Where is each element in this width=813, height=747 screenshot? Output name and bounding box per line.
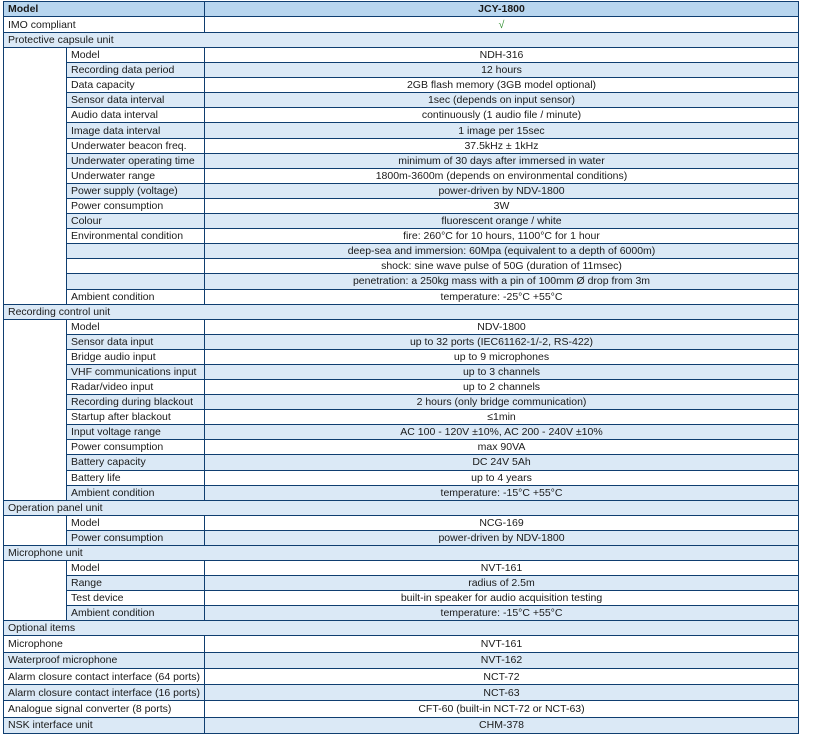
spec-value: NDH-316 [205,48,799,63]
spec-table-body [4,2,799,734]
spec-value: penetration: a 250kg mass with a pin of 100mm Ø drop from 3m [205,274,799,289]
spec-label: Ambient condition [67,485,205,500]
optional-item-label: Microphone [4,636,205,652]
spec-row [4,591,799,606]
indent-cell [4,63,67,78]
optional-item-row [4,668,799,684]
spec-value: 1sec (depends on input sensor) [205,93,799,108]
spec-value: radius of 2.5m [205,576,799,591]
optional-item-value: NVT-161 [205,636,799,652]
spec-value: 12 hours [205,63,799,78]
imo-row [4,17,799,33]
indent-cell [4,198,67,213]
spec-value: 1800m-3600m (depends on environmental conditions) [205,168,799,183]
indent-cell [4,560,67,575]
spec-label: Power supply (voltage) [67,183,205,198]
indent-cell [4,259,67,274]
spec-row [4,440,799,455]
spec-row [4,560,799,575]
spec-row [4,48,799,63]
spec-row [4,530,799,545]
spec-value: up to 9 microphones [205,349,799,364]
spec-row [4,289,799,304]
spec-row [4,244,799,259]
optional-item-label: Alarm closure contact interface (16 ports) [4,685,205,701]
optional-item-row [4,701,799,717]
section-title: Protective capsule unit [4,33,799,48]
spec-row [4,455,799,470]
checkmark-icon: √ [498,18,505,31]
spec-label: Bridge audio input [67,349,205,364]
indent-cell [4,123,67,138]
section-title: Recording control unit [4,304,799,319]
optional-item-value: CFT-60 (built-in NCT-72 or NCT-63) [205,701,799,717]
spec-label: Sensor data input [67,334,205,349]
spec-row [4,364,799,379]
spec-label: Power consumption [67,440,205,455]
indent-cell [4,168,67,183]
indent-cell [4,485,67,500]
spec-value: NDV-1800 [205,319,799,334]
spec-row [4,214,799,229]
spec-row [4,319,799,334]
spec-label: Input voltage range [67,425,205,440]
indent-cell [4,319,67,334]
indent-cell [4,455,67,470]
indent-cell [4,289,67,304]
spec-value: temperature: -25°C +55°C [205,289,799,304]
spec-label: Underwater operating time [67,153,205,168]
spec-label [67,259,205,274]
spec-row [4,168,799,183]
spec-label: Underwater range [67,168,205,183]
indent-cell [4,349,67,364]
spec-row [4,108,799,123]
header-label: Model [4,2,205,17]
spec-row [4,78,799,93]
indent-cell [4,244,67,259]
spec-row [4,410,799,425]
spec-row [4,395,799,410]
indent-cell [4,410,67,425]
section-header [4,304,799,319]
spec-row [4,153,799,168]
indent-cell [4,214,67,229]
indent-cell [4,334,67,349]
spec-label: Recording during blackout [67,395,205,410]
indent-cell [4,274,67,289]
section-header [4,545,799,560]
header-model-value: JCY-1800 [205,2,799,17]
indent-cell [4,576,67,591]
spec-label: Model [67,560,205,575]
indent-cell [4,530,67,545]
spec-label: Sensor data interval [67,93,205,108]
indent-cell [4,440,67,455]
spec-value: up to 3 channels [205,364,799,379]
spec-label: Range [67,576,205,591]
spec-row [4,198,799,213]
spec-value: NCG-169 [205,515,799,530]
optional-item-value: NCT-63 [205,685,799,701]
spec-value: max 90VA [205,440,799,455]
spec-value: built-in speaker for audio acquisition testing [205,591,799,606]
spec-row [4,138,799,153]
spec-label: VHF communications input [67,364,205,379]
section-title: Optional items [4,621,799,636]
spec-label [67,274,205,289]
spec-value: 3W [205,198,799,213]
spec-value: up to 32 ports (IEC61162-1/-2, RS-422) [205,334,799,349]
optional-item-row [4,717,799,733]
optional-item-label: Alarm closure contact interface (64 ports) [4,668,205,684]
spec-row [4,470,799,485]
spec-row [4,485,799,500]
spec-row [4,515,799,530]
imo-label: IMO compliant [4,17,205,33]
spec-label: Startup after blackout [67,410,205,425]
spec-value: up to 4 years [205,470,799,485]
spec-value: fire: 260°C for 10 hours, 1100°C for 1 hour [205,229,799,244]
spec-label: Environmental condition [67,229,205,244]
optional-item-value: NVT-162 [205,652,799,668]
spec-label: Battery capacity [67,455,205,470]
spec-label: Power consumption [67,198,205,213]
spec-value: shock: sine wave pulse of 50G (duration of 11msec) [205,259,799,274]
section-header [4,621,799,636]
spec-label [67,244,205,259]
spec-value: deep-sea and immersion: 60Mpa (equivalent to a depth of 6000m) [205,244,799,259]
indent-cell [4,48,67,63]
indent-cell [4,591,67,606]
spec-row [4,259,799,274]
spec-value: AC 100 - 120V ±10%, AC 200 - 240V ±10% [205,425,799,440]
spec-table [3,1,799,734]
section-header [4,33,799,48]
section-title: Operation panel unit [4,500,799,515]
indent-cell [4,108,67,123]
spec-label: Underwater beacon freq. [67,138,205,153]
indent-cell [4,379,67,394]
spec-label: Model [67,48,205,63]
spec-row [4,123,799,138]
spec-label: Recording data period [67,63,205,78]
spec-value: ≤1min [205,410,799,425]
spec-value: temperature: -15°C +55°C [205,485,799,500]
spec-value: 2GB flash memory (3GB model optional) [205,78,799,93]
indent-cell [4,183,67,198]
spec-value: 37.5kHz ± 1kHz [205,138,799,153]
spec-label: Test device [67,591,205,606]
spec-label: Radar/video input [67,379,205,394]
spec-label: Image data interval [67,123,205,138]
spec-row [4,183,799,198]
optional-item-value: NCT-72 [205,668,799,684]
spec-value: temperature: -15°C +55°C [205,606,799,621]
spec-value: power-driven by NDV-1800 [205,530,799,545]
spec-label: Model [67,319,205,334]
spec-row [4,93,799,108]
indent-cell [4,153,67,168]
spec-value: minimum of 30 days after immersed in water [205,153,799,168]
spec-value: up to 2 channels [205,379,799,394]
spec-row [4,576,799,591]
spec-label: Colour [67,214,205,229]
indent-cell [4,515,67,530]
spec-value: DC 24V 5Ah [205,455,799,470]
spec-value: 1 image per 15sec [205,123,799,138]
indent-cell [4,364,67,379]
spec-label: Ambient condition [67,606,205,621]
optional-item-label: Analogue signal converter (8 ports) [4,701,205,717]
optional-item-row [4,652,799,668]
spec-value: power-driven by NDV-1800 [205,183,799,198]
spec-row [4,229,799,244]
spec-row [4,379,799,394]
section-header [4,500,799,515]
indent-cell [4,395,67,410]
spec-row [4,425,799,440]
header-row [4,2,799,17]
optional-item-row [4,685,799,701]
optional-item-value: CHM-378 [205,717,799,733]
section-title: Microphone unit [4,545,799,560]
spec-label: Power consumption [67,530,205,545]
indent-cell [4,138,67,153]
spec-label: Battery life [67,470,205,485]
spec-value: NVT-161 [205,560,799,575]
optional-item-label: NSK interface unit [4,717,205,733]
spec-row [4,274,799,289]
indent-cell [4,425,67,440]
spec-label: Model [67,515,205,530]
spec-value: continuously (1 audio file / minute) [205,108,799,123]
spec-row [4,334,799,349]
spec-row [4,349,799,364]
indent-cell [4,606,67,621]
indent-cell [4,93,67,108]
spec-row [4,63,799,78]
indent-cell [4,78,67,93]
spec-row [4,606,799,621]
optional-item-row [4,636,799,652]
spec-value: 2 hours (only bridge communication) [205,395,799,410]
optional-item-label: Waterproof microphone [4,652,205,668]
spec-label: Ambient condition [67,289,205,304]
spec-label: Audio data interval [67,108,205,123]
spec-value: fluorescent orange / white [205,214,799,229]
spec-label: Data capacity [67,78,205,93]
indent-cell [4,229,67,244]
indent-cell [4,470,67,485]
